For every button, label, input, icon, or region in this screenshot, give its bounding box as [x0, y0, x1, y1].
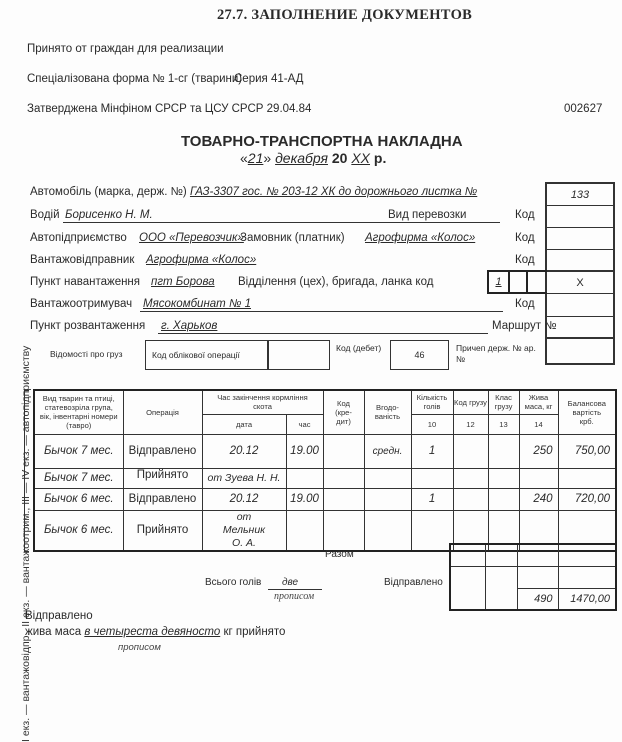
date-century: 20 [331, 150, 348, 166]
consignee-code-label: Код [515, 298, 535, 310]
live-weight-words[interactable]: в четыреста девяносто [84, 626, 221, 638]
transport-type-label: Вид перевозки [388, 209, 467, 221]
row-time[interactable]: 19.00 [286, 488, 323, 510]
header-animal: Вид тварин та птиці, статевозріла група, вік, інвентарні номери (тавро) [34, 390, 123, 434]
sent-value-cell-top[interactable] [558, 566, 616, 588]
driver-code-cell[interactable] [545, 205, 615, 228]
row-value[interactable]: 720,00 [558, 488, 616, 510]
unloading-value[interactable]: г. Харьков [161, 320, 218, 332]
header-num-heads: 10 [411, 414, 453, 434]
total-heads-label: Всього голів [205, 577, 262, 588]
loading-value[interactable]: пгт Борова [151, 276, 215, 288]
op-code-label: Код облікової операції [145, 340, 269, 370]
row-operation[interactable]: Прийнято [123, 510, 202, 551]
row-date[interactable]: 20.12 [202, 434, 286, 468]
header-credit-code: Код (кре- дит) [323, 390, 364, 434]
row-weight[interactable] [519, 468, 558, 488]
form-name: Спеціалізована форма № 1-сг (тварини) [27, 73, 243, 85]
document-title: ТОВАРНО-ТРАНСПОРТНА НАКЛАДНА [181, 133, 463, 150]
row-credit-code[interactable] [323, 434, 364, 468]
loading-label: Пункт навантаження [30, 276, 141, 288]
sent-row [450, 566, 616, 588]
customer-code-cell[interactable] [545, 227, 615, 250]
shipper-label: Вантажовідправник [30, 254, 135, 266]
header-balance-value: Балансова вартість крб. [558, 390, 616, 434]
driver-value[interactable]: Борисенко Н. М. [65, 209, 153, 221]
header-operation: Операція [123, 390, 202, 434]
header-cargo-class: Клас грузу [488, 390, 519, 414]
row-date[interactable]: 20.12 [202, 488, 286, 510]
row-heads[interactable] [411, 510, 453, 551]
row-operation[interactable]: Відправлено [123, 488, 202, 510]
copies-distribution-note: І екз. — вантажовідпр., ІІ екз. — вантажоотрим., ІІІ — IV екз. — автопідприємству [20, 345, 32, 742]
consignee-underline [140, 311, 503, 312]
car-field [30, 186, 477, 198]
customer-label: Замовник (платник) [240, 232, 345, 244]
header-heads: Кількість голів [411, 390, 453, 414]
totals-row [450, 544, 616, 566]
date-suffix: р. [373, 150, 387, 166]
unloading-label: Пункт розвантаження [30, 320, 146, 332]
trailer-label [456, 343, 536, 365]
header-num-live-weight: 14 [519, 414, 558, 434]
table-row [34, 434, 616, 468]
document-date [240, 150, 386, 166]
route-label: Маршрут № [492, 320, 557, 332]
row-operation[interactable]: Прийнято [123, 468, 202, 488]
row-time[interactable] [286, 468, 323, 488]
division-code-cell-1[interactable]: 1 [487, 270, 510, 294]
row-animal[interactable]: Бычок 7 мес. [34, 468, 123, 488]
trailer-label-text: Причеп держ. № ар. № [456, 343, 536, 364]
date-quote-open: « [240, 150, 248, 166]
table-row [34, 488, 616, 510]
carrier-label: Автопідприємство [30, 232, 127, 244]
row-weight[interactable]: 240 [519, 488, 558, 510]
shipper-code-cell[interactable] [545, 249, 615, 271]
footer-in-words-caption: прописом [118, 642, 161, 653]
row-heads[interactable]: 1 [411, 434, 453, 468]
date-year: XX [351, 150, 371, 166]
header-cargo-code: Код грузу [453, 390, 488, 414]
debit-code-text: Код (дебет) [336, 343, 382, 353]
row-date[interactable]: от Зуева Н. Н. [202, 468, 286, 488]
row-date[interactable]: от Мельник О. А. [202, 510, 286, 551]
row-cargo-class[interactable] [488, 488, 519, 510]
footer-live-weight [25, 626, 285, 638]
carrier-value[interactable]: ООО «Перевозчик» [139, 232, 244, 244]
customer-code-label: Код [515, 232, 535, 244]
live-weight-label: жива маса [25, 626, 82, 638]
sent-heads-cell[interactable] [450, 566, 485, 610]
driver-underline [63, 222, 500, 223]
section-header: 27.7. ЗАПОЛНЕНИЕ ДОКУМЕНТОВ [217, 7, 473, 23]
header-feeding-end: Час закінчення кормління скота [202, 390, 323, 414]
header-time: час [286, 414, 323, 434]
row-fatness[interactable] [364, 468, 411, 488]
date-day: 21 [247, 150, 264, 166]
totals-table [449, 543, 617, 611]
unloading-underline [158, 333, 488, 334]
row-time[interactable] [286, 510, 323, 551]
shipper-code-label: Код [515, 254, 535, 266]
header-date: дата [202, 414, 286, 434]
total-cargo-code-cell[interactable] [485, 544, 517, 566]
division-label: Відділення (цех), бригада, ланка код [238, 276, 434, 288]
division-code-cell-2[interactable] [508, 270, 528, 294]
waybill-number-cell[interactable]: 133 [545, 182, 615, 206]
document-number: 002627 [564, 103, 603, 115]
total-heads-cell[interactable] [450, 544, 485, 566]
car-value[interactable]: ГАЗ-3307 гос. № 203-12 ХК до дорожнього листка № [189, 186, 478, 198]
row-cargo-code[interactable] [453, 488, 488, 510]
date-quote-close: » [263, 150, 272, 166]
car-label: Автомобіль (марка, держ. №) [30, 186, 187, 198]
row-time[interactable]: 19.00 [286, 434, 323, 468]
row-animal[interactable]: Бычок 6 мес. [34, 488, 123, 510]
row-animal[interactable]: Бычок 7 мес. [34, 434, 123, 468]
intro-line: Принято от граждан для реализации [27, 43, 224, 55]
table-row [34, 468, 616, 488]
header-num-cargo-code: 12 [453, 414, 488, 434]
op-code-cell[interactable] [267, 340, 330, 370]
sent-weight-cell-top[interactable] [517, 566, 558, 588]
consignee-value[interactable]: Мясокомбинат № 1 [143, 298, 251, 310]
driver-label: Водій [30, 209, 60, 221]
debit-code-label [336, 343, 386, 354]
consignee-label: Вантажоотримувач [30, 298, 133, 310]
row-cargo-code[interactable] [453, 468, 488, 488]
shipper-value[interactable]: Агрофирма «Колос» [146, 254, 257, 266]
row-credit-code[interactable] [323, 468, 364, 488]
debit-code-cell[interactable]: 46 [390, 340, 449, 370]
row-heads[interactable] [411, 468, 453, 488]
header-live-weight: Жива маса, кг [519, 390, 558, 414]
row-animal[interactable]: Бычок 6 мес. [34, 510, 123, 551]
total-heads-words[interactable]: две [282, 577, 299, 588]
header-num-cargo-class: 13 [488, 414, 519, 434]
footer-sent-label: Відправлено [25, 610, 93, 622]
row-operation[interactable]: Відправлено [123, 434, 202, 468]
row-credit-code[interactable] [323, 510, 364, 551]
customer-value[interactable]: Агрофирма «Колос» [365, 232, 476, 244]
division-code-cell-3[interactable] [526, 270, 547, 294]
total-label: Разом [325, 549, 354, 560]
row-heads[interactable]: 1 [411, 488, 453, 510]
heads-words-underline [268, 589, 322, 590]
row-value[interactable]: 750,00 [558, 434, 616, 468]
header-fatness: Вгодо- ваність [364, 390, 411, 434]
sent-weight-total[interactable]: 490 [517, 588, 558, 610]
route-number-cell[interactable] [545, 316, 615, 338]
consignee-code-cell[interactable] [545, 293, 615, 317]
sent-cargo-code-cell[interactable] [485, 566, 517, 610]
row-credit-code[interactable] [323, 488, 364, 510]
livestock-table [33, 389, 617, 552]
division-mark-cell[interactable]: X [545, 270, 615, 294]
total-sent-label: Відправлено [384, 577, 443, 588]
row-cargo-code[interactable] [453, 434, 488, 468]
row-fatness[interactable] [364, 510, 411, 551]
bracket [24, 390, 29, 552]
driver-code-label: Код [515, 209, 535, 221]
cargo-info-label: Відомості про груз [50, 349, 123, 359]
row-cargo-class[interactable] [488, 468, 519, 488]
row-cargo-class[interactable] [488, 434, 519, 468]
row-value[interactable] [558, 468, 616, 488]
total-value-cell[interactable] [558, 544, 616, 566]
sent-value-total[interactable]: 1470,00 [558, 588, 616, 610]
kg-received-label: кг прийнято [223, 626, 286, 638]
approval-note: Затверджена Мінфіном СРСР та ЦСУ СРСР 29.04.84 [27, 103, 312, 115]
trailer-cell[interactable] [545, 337, 615, 365]
row-weight[interactable]: 250 [519, 434, 558, 468]
date-month: декабря [275, 150, 328, 166]
heads-in-words-caption: прописом [274, 591, 315, 602]
row-fatness[interactable]: средн. [364, 434, 411, 468]
total-weight-cell[interactable] [517, 544, 558, 566]
series: Серия 41-АД [234, 73, 304, 85]
row-fatness[interactable] [364, 488, 411, 510]
